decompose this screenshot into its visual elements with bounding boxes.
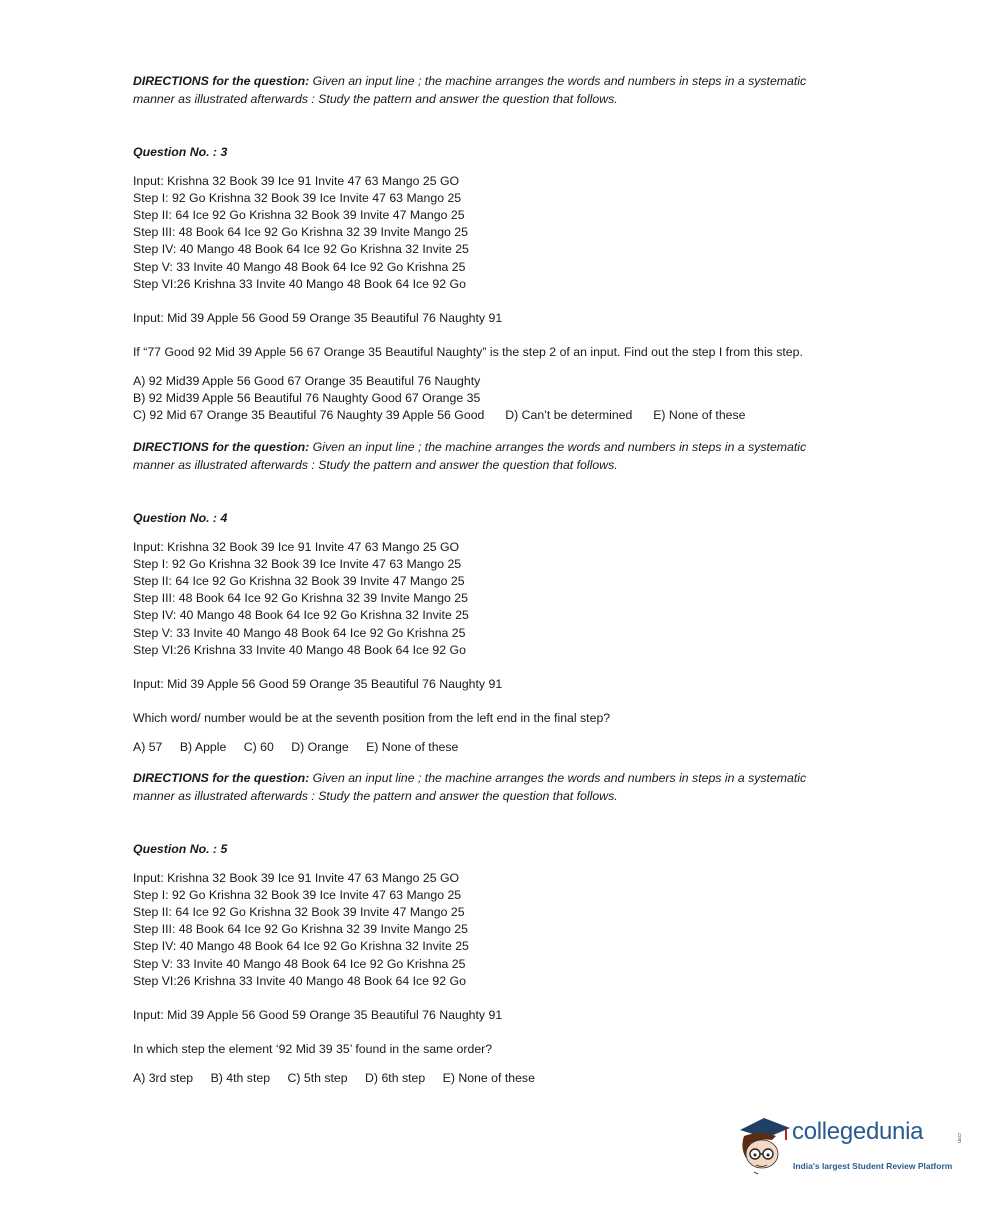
step-line: Step VI:26 Krishna 33 Invite 40 Mango 48 Book 64 Ice 92 Go	[133, 642, 466, 657]
step-line: Step I: 92 Go Krishna 32 Book 39 Ice Invite 47 63 Mango 25	[133, 191, 462, 206]
directions-text: Given an input line ; the machine arranges the words and numbers in steps in a systematic	[309, 771, 807, 785]
question-title: Question No. : 3	[133, 145, 228, 159]
step-line: Step VI:26 Krishna 33 Invite 40 Mango 48 Book 64 Ice 92 Go	[133, 973, 466, 988]
input-line: Input: Mid 39 Apple 56 Good 59 Orange 35 Beautiful 76 Naughty 91	[133, 676, 503, 691]
mascot-icon	[736, 1108, 796, 1180]
question-block-5	[133, 769, 953, 1087]
question-title: Question No. : 5	[133, 842, 228, 856]
question-title: Question No. : 4	[133, 511, 228, 525]
question-text: Which word/ number would be at the seventh position from the left end in the final step?	[133, 710, 611, 725]
question-text: In which step the element ‘92 Mid 39 35’ found in the same order?	[133, 1041, 493, 1056]
step-line: Step III: 48 Book 64 Ice 92 Go Krishna 32 39 Invite Mango 25	[133, 922, 468, 937]
option: A) 57	[133, 739, 163, 754]
directions-label: DIRECTIONS for the question:	[133, 771, 310, 785]
step-line: Input: Krishna 32 Book 39 Ice 91 Invite 47 63 Mango 25 GO	[133, 174, 460, 189]
option: C) 92 Mid 67 Orange 35 Beautiful 76 Naughty 39 Apple 56 Good	[133, 408, 485, 423]
steps-list	[133, 870, 953, 990]
directions	[133, 769, 953, 805]
option: C) 5th step	[287, 1070, 348, 1085]
option: C) 60	[243, 739, 274, 754]
question-block-4	[133, 438, 953, 756]
step-line: Step II: 64 Ice 92 Go Krishna 32 Book 39 Invite 47 Mango 25	[133, 905, 465, 920]
option: E) None of these	[366, 739, 459, 754]
option: B) 4th step	[210, 1070, 271, 1085]
step-line: Step III: 48 Book 64 Ice 92 Go Krishna 32 39 Invite Mango 25	[133, 591, 468, 606]
options	[133, 739, 953, 756]
step-line: Step IV: 40 Mango 48 Book 64 Ice 92 Go Krishna 32 Invite 25	[133, 939, 469, 954]
option: D) 6th step	[365, 1070, 426, 1085]
question-block-3	[133, 72, 953, 424]
options	[133, 1070, 953, 1087]
step-line: Step VI:26 Krishna 33 Invite 40 Mango 48 Book 64 Ice 92 Go	[133, 276, 466, 291]
step-line: Step V: 33 Invite 40 Mango 48 Book 64 Ice 92 Go Krishna 25	[133, 956, 466, 971]
logo-wordmark: collegedunia	[792, 1118, 924, 1145]
step-line: Step III: 48 Book 64 Ice 92 Go Krishna 32 39 Invite Mango 25	[133, 225, 468, 240]
step-line: Step I: 92 Go Krishna 32 Book 39 Ice Invite 47 63 Mango 25	[133, 888, 462, 903]
option: A) 3rd step	[133, 1070, 194, 1085]
step-line: Step IV: 40 Mango 48 Book 64 Ice 92 Go Krishna 32 Invite 25	[133, 608, 469, 623]
option: E) None of these	[442, 1070, 535, 1085]
input-line: Input: Mid 39 Apple 56 Good 59 Orange 35 Beautiful 76 Naughty 91	[133, 1007, 503, 1022]
steps-list	[133, 539, 953, 659]
directions-text: manner as illustrated afterwards : Study the pattern and answer the question that follows.	[133, 789, 618, 803]
directions	[133, 438, 953, 474]
directions-text: manner as illustrated afterwards : Study the pattern and answer the question that follows.	[133, 92, 618, 106]
option: A) 92 Mid39 Apple 56 Good 67 Orange 35 Beautiful 76 Naughty	[133, 373, 481, 388]
options	[133, 373, 953, 424]
option: D) Orange	[291, 739, 349, 754]
directions-text: Given an input line ; the machine arranges the words and numbers in steps in a systematic	[309, 74, 807, 88]
steps-list	[133, 173, 953, 293]
option: B) 92 Mid39 Apple 56 Beautiful 76 Naughty Good 67 Orange 35	[133, 391, 481, 406]
directions-text: manner as illustrated afterwards : Study the pattern and answer the question that follows.	[133, 458, 618, 472]
input-line: Input: Mid 39 Apple 56 Good 59 Orange 35 Beautiful 76 Naughty 91	[133, 310, 503, 325]
logo-tagline: India's largest Student Review Platform	[793, 1161, 953, 1171]
directions	[133, 72, 953, 108]
directions-text: Given an input line ; the machine arranges the words and numbers in steps in a systematic	[309, 440, 807, 454]
step-line: Step V: 33 Invite 40 Mango 48 Book 64 Ice 92 Go Krishna 25	[133, 259, 466, 274]
question-text: If “77 Good 92 Mid 39 Apple 56 67 Orange 35 Beautiful Naughty” is the step 2 of an input. Find out the step I from this step.	[133, 344, 803, 359]
step-line: Step I: 92 Go Krishna 32 Book 39 Ice Invite 47 63 Mango 25	[133, 557, 462, 572]
step-line: Step II: 64 Ice 92 Go Krishna 32 Book 39 Invite 47 Mango 25	[133, 574, 465, 589]
step-line: Input: Krishna 32 Book 39 Ice 91 Invite 47 63 Mango 25 GO	[133, 871, 460, 886]
step-line: Input: Krishna 32 Book 39 Ice 91 Invite 47 63 Mango 25 GO	[133, 540, 460, 555]
option: B) Apple	[179, 739, 227, 754]
directions-label: DIRECTIONS for the question:	[133, 74, 310, 88]
step-line: Step IV: 40 Mango 48 Book 64 Ice 92 Go Krishna 32 Invite 25	[133, 242, 469, 257]
step-line: Step V: 33 Invite 40 Mango 48 Book 64 Ice 92 Go Krishna 25	[133, 625, 466, 640]
option: D) Can’t be determined	[505, 408, 633, 423]
directions-label: DIRECTIONS for the question:	[133, 440, 310, 454]
option: E) None of these	[653, 408, 746, 423]
logo-suffix: .com	[956, 1132, 963, 1143]
step-line: Step II: 64 Ice 92 Go Krishna 32 Book 39 Invite 47 Mango 25	[133, 208, 465, 223]
